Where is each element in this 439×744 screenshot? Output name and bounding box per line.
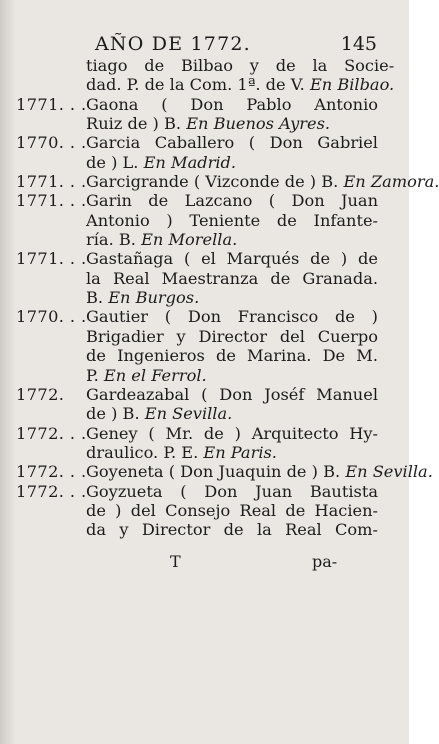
entry-text	[86, 249, 378, 307]
entry-year: 1771. . .	[16, 94, 87, 114]
entry-line-text: de Ingenieros de Marina. De M.	[86, 346, 378, 366]
signature-mark: T	[170, 552, 181, 571]
entry-line	[86, 95, 378, 114]
page-footer	[0, 552, 409, 572]
entry-year: 1772.	[16, 384, 65, 404]
entry-line-text: Antonio ) Teniente de Infante-	[86, 210, 378, 230]
list-item	[16, 56, 395, 95]
entry-line	[86, 191, 378, 210]
entry-line-text: Gaona ( Don Pablo Antonio	[86, 94, 378, 114]
entry-year: 1772. . .	[16, 462, 87, 482]
entry-line-text: Garin de Lazcano ( Don Juan	[86, 191, 378, 211]
entry-text	[86, 462, 433, 481]
entry-year: 1770. . .	[16, 307, 87, 327]
entry-line-text: draulico. P. E.	[86, 442, 199, 462]
entry-line	[86, 172, 439, 191]
entry-year: 1772. . .	[16, 481, 87, 501]
running-header	[95, 33, 377, 55]
entry-place: En Madrid.	[143, 152, 237, 172]
entry-line	[86, 424, 378, 443]
entry-place: En Burgos.	[108, 288, 200, 308]
entry-place: En Morella.	[141, 230, 238, 250]
list-item	[16, 424, 378, 463]
entry-text	[86, 307, 378, 384]
entry-line-text: Brigadier y Director del Cuerpo	[86, 326, 378, 346]
entry-line-text: Garcia Caballero ( Don Gabriel	[86, 133, 378, 153]
entry-line	[86, 443, 378, 462]
catchword: pa-	[312, 552, 338, 571]
page-number: 145	[340, 33, 377, 55]
entry-line-text: Goyeneta ( Don Juaquin de ) B.	[86, 462, 341, 482]
entry-list	[16, 56, 439, 540]
entry-line	[86, 482, 378, 501]
entry-place: En Sevilla.	[345, 462, 433, 482]
running-title: AÑO DE 1772.	[95, 33, 251, 55]
entry-text	[86, 133, 378, 172]
entry-line	[86, 288, 378, 307]
entry-line	[86, 114, 378, 133]
entry-line	[86, 269, 378, 288]
entry-line-text: de ) del Consejo Real de Hacien-	[86, 500, 378, 520]
list-item	[16, 307, 378, 384]
entry-line-text: Gautier ( Don Francisco de )	[86, 307, 378, 327]
entry-year	[16, 56, 86, 95]
entry-line	[86, 133, 378, 152]
list-item	[16, 482, 378, 540]
entry-line-text: Geney ( Mr. de ) Arquitecto Hy-	[86, 423, 378, 443]
entry-place: En Bilbao.	[309, 75, 395, 95]
entry-text	[86, 95, 378, 134]
entry-line	[86, 346, 378, 365]
entry-line-text: Gastañaga ( el Marqués de ) de	[86, 249, 378, 269]
entry-line	[86, 462, 433, 481]
entry-line-text: ría. B.	[86, 230, 136, 250]
entry-line	[86, 56, 394, 75]
entry-line-text: B.	[86, 288, 104, 308]
entry-place: En Buenos Ayres.	[186, 114, 331, 134]
entry-line	[86, 230, 378, 249]
entry-place: En Sevilla.	[144, 404, 233, 424]
entry-text	[86, 424, 378, 463]
entry-line	[86, 501, 378, 520]
entry-year: 1772. . .	[16, 423, 87, 443]
entry-text	[86, 385, 378, 424]
entry-year: 1771. . .	[16, 172, 87, 192]
entry-line	[86, 327, 378, 346]
entry-place: En Paris.	[203, 442, 277, 462]
entry-line	[86, 366, 378, 385]
entry-line-text: de ) L.	[86, 152, 139, 172]
entry-year: 1770. . .	[16, 133, 87, 153]
entry-line	[86, 404, 378, 423]
entry-line-text: da y Director de la Real Com-	[86, 520, 378, 540]
entry-text	[86, 482, 378, 540]
entry-place: En el Ferrol.	[103, 365, 207, 385]
list-item	[16, 385, 378, 424]
entry-line	[86, 249, 378, 268]
entry-text	[86, 56, 394, 95]
list-item	[16, 133, 378, 172]
entry-line-text: dad. P. de la Com. 1ª. de V.	[86, 75, 305, 95]
entry-line-text: Gardeazabal ( Don Joséf Manuel	[86, 384, 378, 404]
entry-line	[86, 520, 378, 539]
list-item	[16, 172, 439, 192]
entry-year: 1771. . .	[16, 191, 87, 211]
entry-place: En Zamora.	[343, 172, 439, 192]
entry-year: 1771. . .	[16, 249, 87, 269]
entry-line	[86, 211, 378, 230]
list-item	[16, 191, 378, 249]
entry-text	[86, 172, 439, 191]
entry-line	[86, 307, 378, 326]
entry-line-text: de ) B.	[86, 404, 140, 424]
entry-line-text: Ruiz de ) B.	[86, 114, 182, 134]
entry-line	[86, 153, 378, 172]
entry-line-text: tiago de Bilbao y de la Socie-	[86, 56, 395, 75]
entry-line-text: P.	[86, 365, 99, 385]
entry-line	[86, 75, 394, 94]
entry-text	[86, 191, 378, 249]
entry-line-text: Garcigrande ( Vizconde de ) B.	[86, 172, 339, 192]
entry-line-text: Goyzueta ( Don Juan Bautista	[86, 481, 378, 501]
list-item	[16, 95, 378, 134]
entry-line-text: la Real Maestranza de Granada.	[86, 268, 378, 288]
entry-line	[86, 385, 378, 404]
list-item	[16, 249, 378, 307]
list-item	[16, 462, 433, 482]
